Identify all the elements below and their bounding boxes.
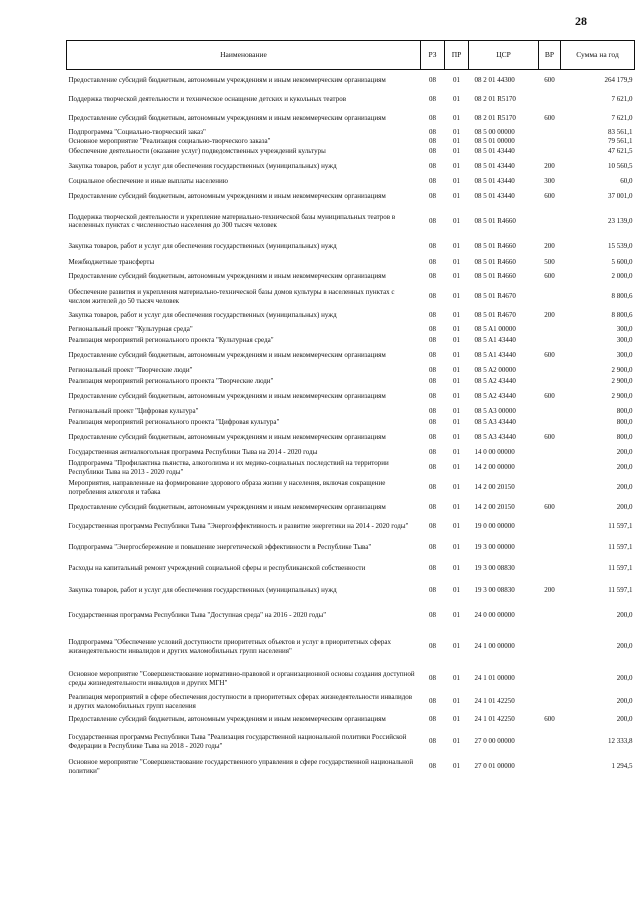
row-csr: 08 5 01 43440 bbox=[474, 146, 515, 155]
row-csr: 08 5 01 R4660 bbox=[474, 272, 516, 281]
row-amount: 2 000,0 bbox=[611, 272, 633, 281]
row-amount: 300,0 bbox=[616, 335, 633, 344]
row-vr: 600 bbox=[544, 350, 555, 359]
header-name: Наименование bbox=[67, 41, 421, 70]
row-csr: 08 5 01 43440 bbox=[474, 176, 515, 185]
row-csr: 08 5 00 00000 bbox=[474, 127, 515, 136]
row-pr: 01 bbox=[453, 417, 460, 426]
row-vr: 600 bbox=[544, 432, 555, 441]
table-body bbox=[67, 70, 635, 779]
row-pr: 01 bbox=[453, 697, 460, 706]
row-pr: 01 bbox=[453, 216, 460, 225]
table-row bbox=[67, 187, 635, 206]
row-pr: 01 bbox=[453, 762, 460, 771]
row-csr: 19 0 00 00000 bbox=[474, 522, 515, 531]
row-name: Обеспечение развития и укрепления материально-технической базы домов культуры в населенных пунктах с числом жителей до 50 тысяч человек bbox=[68, 288, 395, 305]
table-row bbox=[67, 537, 635, 559]
row-name: Реализация мероприятий в сфере обеспечения доступности в приоритетных сферах жизнедеятельности инвалидов и других маломобильных групп населения bbox=[68, 693, 413, 710]
row-pr: 01 bbox=[453, 564, 460, 573]
row-name: Расходы на капитальный ремонт учреждений социальной сферы и республиканской собственности bbox=[68, 564, 366, 573]
row-amount: 2 900,0 bbox=[611, 365, 633, 374]
row-rz: 08 bbox=[429, 136, 436, 145]
row-name: Государственная антиалкогольная программа Республики Тыва на 2014 - 2020 годы bbox=[68, 447, 318, 456]
row-csr: 08 5 A1 43440 bbox=[474, 335, 516, 344]
row-rz: 08 bbox=[429, 95, 436, 104]
row-csr: 19 3 00 08830 bbox=[474, 564, 515, 573]
row-name: Региональный проект "Творческие люди" bbox=[68, 365, 193, 374]
row-amount: 200,0 bbox=[616, 642, 633, 651]
row-pr: 01 bbox=[453, 242, 460, 251]
row-name: Подпрограмма "Социально-творческий заказ" bbox=[68, 127, 206, 136]
table-row bbox=[67, 729, 635, 755]
row-rz: 08 bbox=[429, 642, 436, 651]
row-rz: 08 bbox=[429, 406, 436, 415]
row-rz: 08 bbox=[429, 324, 436, 333]
row-pr: 01 bbox=[453, 75, 460, 84]
row-csr: 08 5 A2 43440 bbox=[474, 376, 516, 385]
row-vr: 200 bbox=[544, 242, 555, 251]
row-name: Закупка товаров, работ и услуг для обеспечения государственных (муниципальных) нужд bbox=[68, 311, 337, 320]
row-name: Предоставление субсидий бюджетным, автономным учреждениям и иным некоммерческим организациям bbox=[68, 715, 386, 724]
row-pr: 01 bbox=[453, 350, 460, 359]
row-pr: 01 bbox=[453, 737, 460, 746]
row-pr: 01 bbox=[453, 272, 460, 281]
row-vr: 600 bbox=[544, 75, 555, 84]
row-amount: 300,0 bbox=[616, 324, 633, 333]
table-row bbox=[67, 70, 635, 90]
row-csr: 08 5 01 R4660 bbox=[474, 242, 516, 251]
row-name: Государственная программа Республики Тыва "Доступная среда" на 2016 - 2020 годы" bbox=[68, 611, 327, 620]
table-row bbox=[67, 376, 635, 387]
row-amount: 800,0 bbox=[616, 417, 633, 426]
table-row bbox=[67, 110, 635, 128]
row-csr: 08 5 01 R4670 bbox=[474, 311, 516, 320]
row-name: Основное мероприятие "Совершенствование государственного управления в сфере государственной национальной политики" bbox=[68, 758, 414, 775]
row-csr: 27 0 00 00000 bbox=[474, 737, 515, 746]
table-header-row bbox=[67, 41, 635, 70]
row-amount: 7 621,0 bbox=[611, 114, 633, 123]
row-vr bbox=[539, 603, 561, 629]
row-name: Основное мероприятие "Реализация социально-творческого заказа" bbox=[68, 136, 271, 145]
row-name: Предоставление субсидий бюджетным, автономным учреждениям и иным некоммерческим организациям bbox=[68, 75, 386, 84]
table-row bbox=[67, 176, 635, 187]
row-rz: 08 bbox=[429, 762, 436, 771]
row-amount: 200,0 bbox=[616, 463, 633, 472]
row-name: Поддержка творческой деятельности и укрепление материально-технической базы муниципальных театров в населенных пунктах с численностью населения до 300 тысяч человек bbox=[68, 212, 396, 229]
table-row bbox=[67, 308, 635, 324]
row-amount: 1 294,5 bbox=[611, 762, 633, 771]
row-vr bbox=[539, 137, 561, 146]
row-amount: 200,0 bbox=[616, 715, 633, 724]
row-csr: 14 2 00 00000 bbox=[474, 463, 515, 472]
row-pr: 01 bbox=[453, 611, 460, 620]
row-vr bbox=[539, 517, 561, 537]
row-csr: 08 2 01 44300 bbox=[474, 75, 515, 84]
row-vr bbox=[539, 729, 561, 755]
row-pr: 01 bbox=[453, 136, 460, 145]
table-row bbox=[67, 90, 635, 110]
row-name: Региональный проект "Цифровая культура" bbox=[68, 406, 199, 415]
row-pr: 01 bbox=[453, 95, 460, 104]
row-rz: 08 bbox=[429, 543, 436, 552]
row-rz: 08 bbox=[429, 697, 436, 706]
row-name: Закупка товаров, работ и услуг для обеспечения государственных (муниципальных) нужд bbox=[68, 161, 337, 170]
row-name: Закупка товаров, работ и услуг для обеспечения государственных (муниципальных) нужд bbox=[68, 242, 337, 251]
row-rz: 08 bbox=[429, 127, 436, 136]
row-csr: 14 0 00 00000 bbox=[474, 447, 515, 456]
row-vr: 600 bbox=[544, 391, 555, 400]
row-name: Предоставление субсидий бюджетным, автономным учреждениям и иным некоммерческим организациям bbox=[68, 350, 386, 359]
row-rz: 08 bbox=[429, 483, 436, 492]
row-pr: 01 bbox=[453, 447, 460, 456]
row-amount: 10 560,5 bbox=[608, 161, 633, 170]
row-rz: 08 bbox=[429, 216, 436, 225]
row-vr bbox=[539, 324, 561, 335]
table-row bbox=[67, 603, 635, 629]
row-vr bbox=[539, 447, 561, 458]
row-pr: 01 bbox=[453, 176, 460, 185]
row-rz: 08 bbox=[429, 114, 436, 123]
row-rz: 08 bbox=[429, 391, 436, 400]
row-amount: 300,0 bbox=[616, 350, 633, 359]
table-row bbox=[67, 458, 635, 478]
row-vr bbox=[539, 335, 561, 346]
row-rz: 08 bbox=[429, 335, 436, 344]
row-rz: 08 bbox=[429, 75, 436, 84]
row-pr: 01 bbox=[453, 502, 460, 511]
table-row bbox=[67, 146, 635, 157]
row-csr: 24 1 01 00000 bbox=[474, 674, 515, 683]
header-csr: ЦСР bbox=[469, 41, 539, 70]
table-row bbox=[67, 157, 635, 176]
table-row bbox=[67, 517, 635, 537]
row-vr bbox=[539, 417, 561, 428]
row-rz: 08 bbox=[429, 564, 436, 573]
row-rz: 08 bbox=[429, 242, 436, 251]
row-pr: 01 bbox=[453, 335, 460, 344]
header-amount: Сумма на год bbox=[561, 41, 635, 70]
row-pr: 01 bbox=[453, 311, 460, 320]
row-name: Региональный проект "Культурная среда" bbox=[68, 324, 193, 333]
row-vr bbox=[539, 128, 561, 137]
row-amount: 11 597,1 bbox=[608, 586, 633, 595]
table-row bbox=[67, 206, 635, 237]
row-pr: 01 bbox=[453, 324, 460, 333]
row-amount: 800,0 bbox=[616, 406, 633, 415]
row-vr: 600 bbox=[544, 272, 555, 281]
row-csr: 08 2 01 R5170 bbox=[474, 95, 516, 104]
row-amount: 83 561,1 bbox=[608, 127, 633, 136]
table-row bbox=[67, 324, 635, 335]
row-pr: 01 bbox=[453, 674, 460, 683]
row-vr bbox=[539, 406, 561, 417]
row-vr bbox=[539, 365, 561, 376]
row-pr: 01 bbox=[453, 127, 460, 136]
row-name: Реализация мероприятий регионального проекта "Творческие люди" bbox=[68, 376, 274, 385]
row-amount: 5 600,0 bbox=[611, 257, 633, 266]
row-amount: 200,0 bbox=[616, 502, 633, 511]
row-vr bbox=[539, 665, 561, 693]
row-amount: 12 333,8 bbox=[608, 737, 633, 746]
row-amount: 15 539,0 bbox=[608, 242, 633, 251]
row-rz: 08 bbox=[429, 365, 436, 374]
row-csr: 14 2 00 20150 bbox=[474, 483, 515, 492]
row-csr: 08 5 A1 43440 bbox=[474, 350, 516, 359]
row-vr bbox=[539, 376, 561, 387]
row-rz: 08 bbox=[429, 447, 436, 456]
row-vr: 300 bbox=[544, 176, 555, 185]
row-csr: 08 5 01 R4670 bbox=[474, 292, 516, 301]
header-vr: ВР bbox=[539, 41, 561, 70]
row-rz: 08 bbox=[429, 176, 436, 185]
row-name: Реализация мероприятий регионального проекта "Культурная среда" bbox=[68, 335, 274, 344]
row-rz: 08 bbox=[429, 161, 436, 170]
row-csr: 08 5 A3 43440 bbox=[474, 432, 516, 441]
table-row bbox=[67, 629, 635, 665]
row-pr: 01 bbox=[453, 586, 460, 595]
row-csr: 24 1 00 00000 bbox=[474, 642, 515, 651]
row-name: Государственная программа Республики Тыва "Реализация государственной национальной политики Российской Федерации в Республике Тыва на 2018 - 2020 годы" bbox=[68, 733, 407, 750]
row-amount: 264 179,9 bbox=[604, 75, 633, 84]
row-vr: 200 bbox=[544, 311, 555, 320]
row-name: Социальное обеспечение и иные выплаты населению bbox=[68, 176, 228, 185]
row-rz: 08 bbox=[429, 715, 436, 724]
row-rz: 08 bbox=[429, 376, 436, 385]
row-csr: 08 5 01 R4660 bbox=[474, 257, 516, 266]
row-vr bbox=[539, 286, 561, 308]
table-row bbox=[67, 693, 635, 711]
row-amount: 200,0 bbox=[616, 447, 633, 456]
row-amount: 47 621,5 bbox=[608, 146, 633, 155]
table-row bbox=[67, 237, 635, 257]
row-amount: 37 001,0 bbox=[608, 191, 633, 200]
budget-table bbox=[66, 40, 635, 779]
row-vr bbox=[539, 146, 561, 157]
row-csr: 08 5 A2 00000 bbox=[474, 365, 516, 374]
row-rz: 08 bbox=[429, 257, 436, 266]
row-rz: 08 bbox=[429, 611, 436, 620]
row-rz: 08 bbox=[429, 463, 436, 472]
row-rz: 08 bbox=[429, 350, 436, 359]
row-amount: 23 139,0 bbox=[608, 216, 633, 225]
row-pr: 01 bbox=[453, 146, 460, 155]
row-rz: 08 bbox=[429, 191, 436, 200]
row-csr: 08 5 A3 00000 bbox=[474, 406, 516, 415]
row-name: Предоставление субсидий бюджетным, автономным учреждениям и иным некоммерческим организациям bbox=[68, 272, 386, 281]
row-rz: 08 bbox=[429, 674, 436, 683]
row-amount: 7 621,0 bbox=[611, 95, 633, 104]
table-row bbox=[67, 711, 635, 729]
table-row bbox=[67, 257, 635, 268]
row-rz: 08 bbox=[429, 432, 436, 441]
row-amount: 800,0 bbox=[616, 432, 633, 441]
row-vr: 200 bbox=[544, 586, 555, 595]
row-amount: 2 900,0 bbox=[611, 391, 633, 400]
row-rz: 08 bbox=[429, 737, 436, 746]
row-pr: 01 bbox=[453, 642, 460, 651]
page-number: 28 bbox=[575, 14, 587, 28]
row-name: Обеспечение деятельности (оказание услуг) подведомственных учреждений культуры bbox=[68, 146, 326, 155]
row-csr: 08 5 A2 43440 bbox=[474, 391, 516, 400]
row-pr: 01 bbox=[453, 483, 460, 492]
table-row bbox=[67, 346, 635, 365]
row-vr: 600 bbox=[544, 191, 555, 200]
row-amount: 60,0 bbox=[620, 176, 633, 185]
row-rz: 08 bbox=[429, 272, 436, 281]
row-pr: 01 bbox=[453, 543, 460, 552]
row-csr: 14 2 00 20150 bbox=[474, 502, 515, 511]
row-vr bbox=[539, 693, 561, 711]
row-vr: 600 bbox=[544, 114, 555, 123]
row-csr: 08 5 01 R4660 bbox=[474, 216, 516, 225]
row-amount: 11 597,1 bbox=[608, 522, 633, 531]
row-name: Основное мероприятие "Совершенствование нормативно-правовой и организационной основы создания доступной среды жизнедеятельности инвалидов и других МГН" bbox=[68, 670, 415, 687]
row-amount: 200,0 bbox=[616, 483, 633, 492]
row-name: Подпрограмма "Обеспечение условий доступности приоритетных объектов и услуг в приоритетных сферах жизнедеятельности инвалидов и других маломобильных групп населения" bbox=[68, 638, 392, 655]
row-vr bbox=[539, 478, 561, 498]
row-pr: 01 bbox=[453, 292, 460, 301]
table-row bbox=[67, 137, 635, 146]
table-row bbox=[67, 428, 635, 447]
row-rz: 08 bbox=[429, 417, 436, 426]
table-row bbox=[67, 579, 635, 603]
table-row bbox=[67, 478, 635, 498]
row-rz: 08 bbox=[429, 522, 436, 531]
table-row bbox=[67, 406, 635, 417]
row-rz: 08 bbox=[429, 146, 436, 155]
table-row bbox=[67, 498, 635, 517]
row-rz: 08 bbox=[429, 502, 436, 511]
row-name: Предоставление субсидий бюджетным, автономным учреждениям и иным некоммерческим организациям bbox=[68, 432, 386, 441]
row-name: Предоставление субсидий бюджетным, автономным учреждениям и иным некоммерческим организациям bbox=[68, 391, 386, 400]
row-name: Подпрограмма "Энергосбережение и повышение энергетической эффективности в Республике Тыва" bbox=[68, 543, 372, 552]
row-rz: 08 bbox=[429, 292, 436, 301]
row-csr: 19 3 00 08830 bbox=[474, 586, 515, 595]
row-pr: 01 bbox=[453, 376, 460, 385]
table-row bbox=[67, 286, 635, 308]
row-amount: 11 597,1 bbox=[608, 564, 633, 573]
row-pr: 01 bbox=[453, 463, 460, 472]
row-name: Государственная программа Республики Тыва "Энергоэффективность и развитие энергетики на 2014 - 2020 годы" bbox=[68, 522, 409, 531]
row-name: Предоставление субсидий бюджетным, автономным учреждениям и иным некоммерческим организациям bbox=[68, 191, 386, 200]
row-vr bbox=[539, 629, 561, 665]
row-amount: 200,0 bbox=[616, 697, 633, 706]
row-pr: 01 bbox=[453, 114, 460, 123]
row-vr bbox=[539, 559, 561, 579]
row-name: Закупка товаров, работ и услуг для обеспечения государственных (муниципальных) нужд bbox=[68, 586, 337, 595]
table-row bbox=[67, 335, 635, 346]
header-rz: РЗ bbox=[421, 41, 445, 70]
table-row bbox=[67, 365, 635, 376]
table-row bbox=[67, 559, 635, 579]
row-name: Межбюджетные трансферты bbox=[68, 257, 155, 266]
row-vr bbox=[539, 537, 561, 559]
row-name: Поддержка творческой деятельности и техническое оснащение детских и кукольных театров bbox=[68, 95, 347, 104]
row-amount: 79 561,1 bbox=[608, 136, 633, 145]
row-rz: 08 bbox=[429, 311, 436, 320]
row-amount: 11 597,1 bbox=[608, 543, 633, 552]
row-csr: 19 3 00 00000 bbox=[474, 543, 515, 552]
row-csr: 08 5 A3 43440 bbox=[474, 417, 516, 426]
row-csr: 08 5 01 43440 bbox=[474, 161, 515, 170]
row-amount: 200,0 bbox=[616, 611, 633, 620]
row-amount: 200,0 bbox=[616, 674, 633, 683]
row-vr: 600 bbox=[544, 715, 555, 724]
row-pr: 01 bbox=[453, 391, 460, 400]
row-amount: 2 900,0 bbox=[611, 376, 633, 385]
row-csr: 08 5 01 00000 bbox=[474, 136, 515, 145]
row-pr: 01 bbox=[453, 432, 460, 441]
row-pr: 01 bbox=[453, 715, 460, 724]
table-row bbox=[67, 755, 635, 779]
table-row bbox=[67, 417, 635, 428]
row-vr bbox=[539, 90, 561, 110]
row-vr bbox=[539, 458, 561, 478]
row-csr: 08 2 01 R5170 bbox=[474, 114, 516, 123]
row-pr: 01 bbox=[453, 406, 460, 415]
row-pr: 01 bbox=[453, 365, 460, 374]
row-name: Подпрограмма "Профилактика пьянства, алкоголизма и их медико-социальных последствий на территории Республики Тыва на 2013 - 2020 годы" bbox=[68, 459, 389, 476]
row-amount: 8 800,6 bbox=[611, 311, 633, 320]
row-csr: 24 0 00 00000 bbox=[474, 611, 515, 620]
row-name: Реализация мероприятий регионального проекта "Цифровая культура" bbox=[68, 417, 280, 426]
table-row bbox=[67, 387, 635, 406]
row-vr: 200 bbox=[544, 161, 555, 170]
row-csr: 08 5 A1 00000 bbox=[474, 324, 516, 333]
row-csr: 24 1 01 42250 bbox=[474, 715, 515, 724]
row-pr: 01 bbox=[453, 522, 460, 531]
row-name: Предоставление субсидий бюджетным, автономным учреждениям и иным некоммерческим организациям bbox=[68, 502, 386, 511]
table-row bbox=[67, 128, 635, 137]
row-pr: 01 bbox=[453, 161, 460, 170]
row-csr: 08 5 01 43440 bbox=[474, 191, 515, 200]
table-row bbox=[67, 447, 635, 458]
row-csr: 27 0 01 00000 bbox=[474, 762, 515, 771]
row-vr: 600 bbox=[544, 502, 555, 511]
row-pr: 01 bbox=[453, 257, 460, 266]
header-pr: ПР bbox=[445, 41, 469, 70]
row-name: Мероприятия, направленные на формирование здорового образа жизни у населения, включая сокращение потребления алкоголя и табака bbox=[68, 479, 386, 496]
row-name: Предоставление субсидий бюджетным, автономным учреждениям и иным некоммерческим организациям bbox=[68, 114, 386, 123]
table-row bbox=[67, 665, 635, 693]
table-row bbox=[67, 268, 635, 286]
row-csr: 24 1 01 42250 bbox=[474, 697, 515, 706]
row-vr bbox=[539, 206, 561, 237]
row-vr bbox=[539, 755, 561, 779]
row-rz: 08 bbox=[429, 586, 436, 595]
row-pr: 01 bbox=[453, 191, 460, 200]
row-vr: 500 bbox=[544, 257, 555, 266]
row-amount: 8 800,6 bbox=[611, 292, 633, 301]
